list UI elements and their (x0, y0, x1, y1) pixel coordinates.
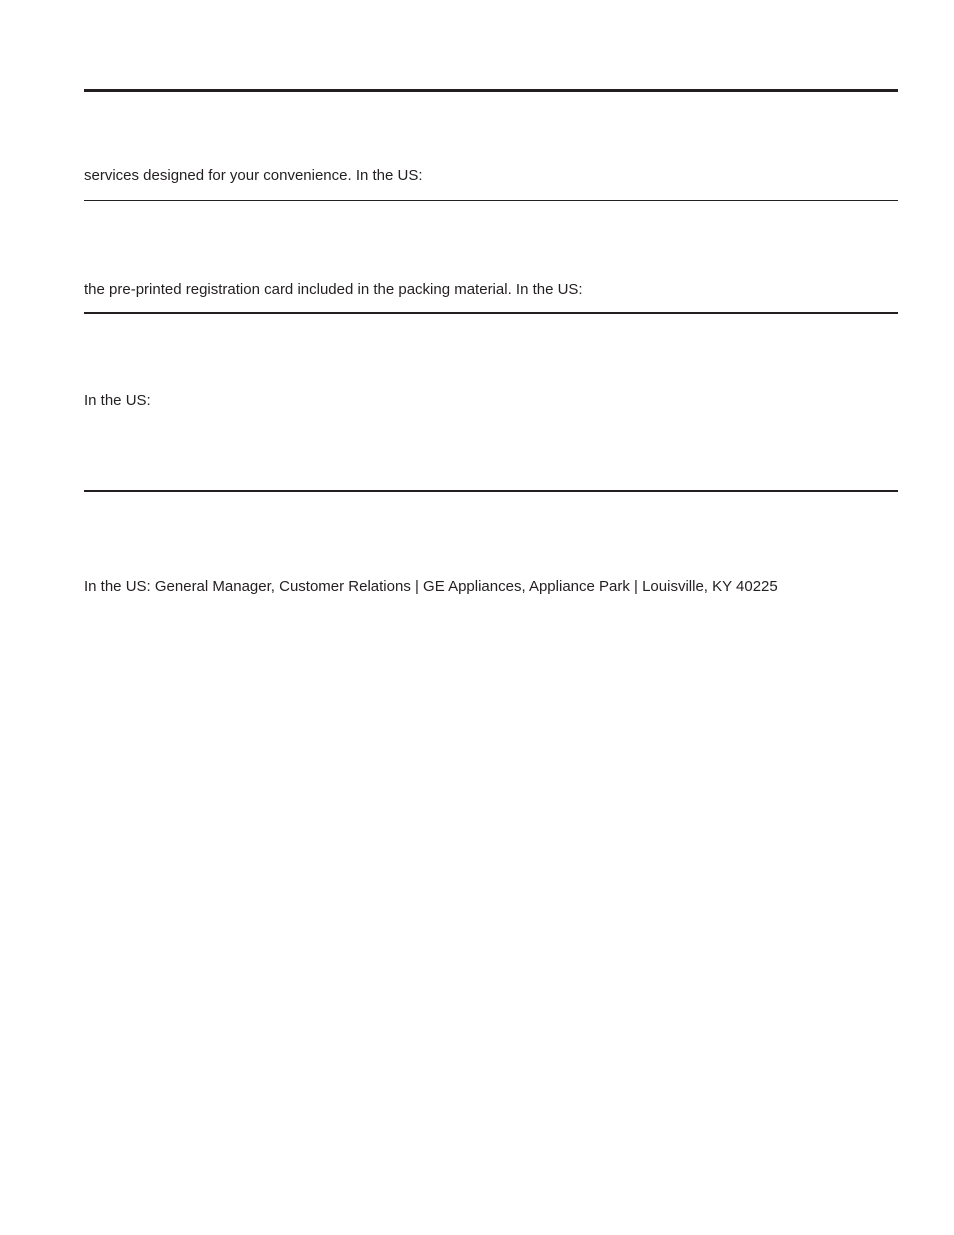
registration-text: the pre-printed registration card included in the packing material. In the US: (84, 281, 583, 298)
us-text: In the US: (84, 392, 151, 409)
section-divider (84, 490, 898, 492)
service-text: services designed for your convenience. In the US: (84, 167, 423, 184)
section-divider (84, 200, 898, 201)
section-divider (84, 312, 898, 314)
section-divider (84, 89, 898, 92)
contact-address-text: In the US: General Manager, Customer Relations | GE Appliances, Appliance Park | Louisville, KY 40225 (84, 578, 778, 595)
